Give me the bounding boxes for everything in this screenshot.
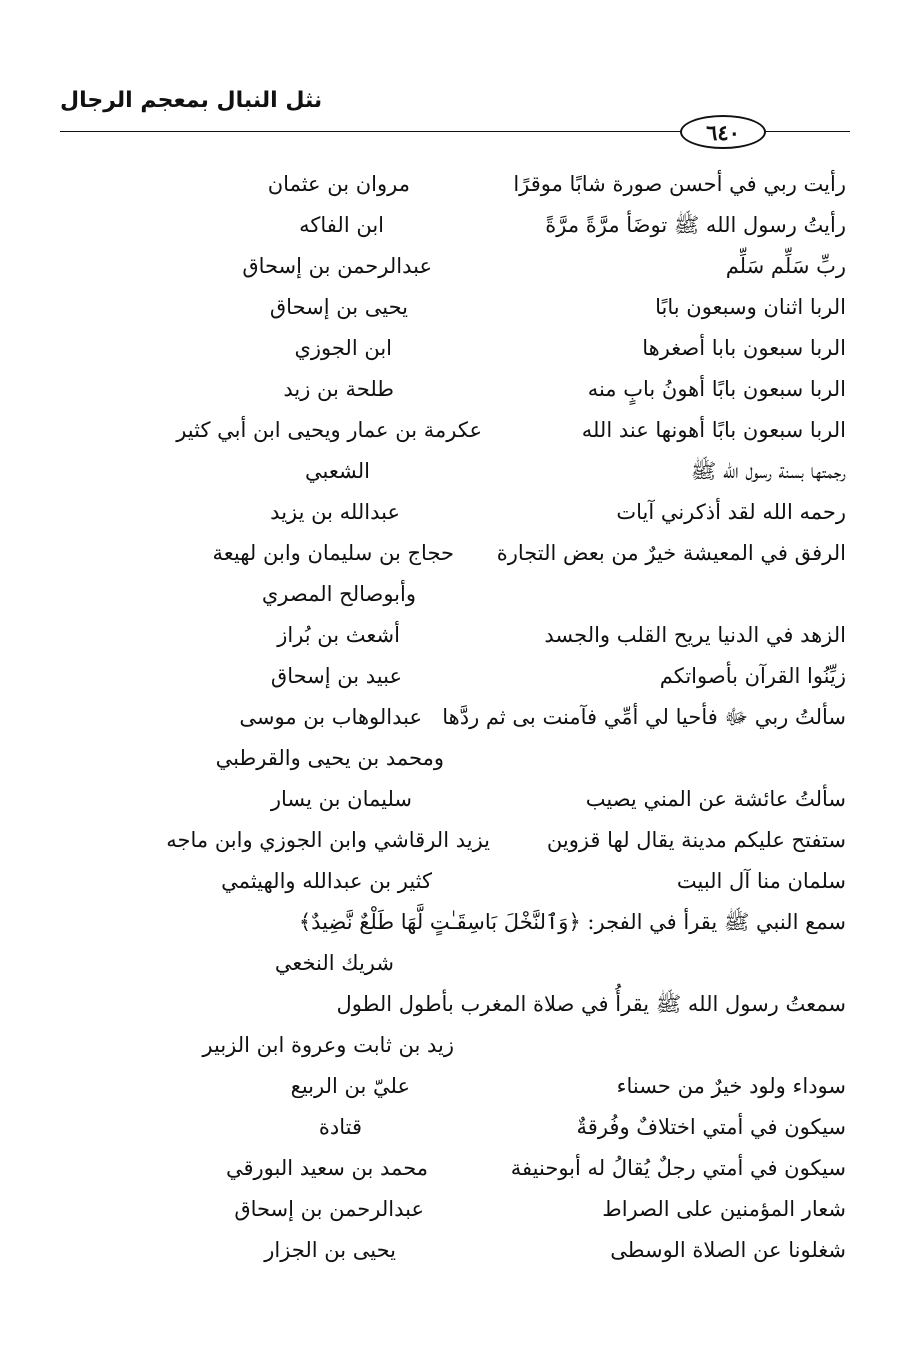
- entry-narrator: سليمان بن يسار: [270, 787, 412, 811]
- entry-narrator: أشعث بن بُراز: [277, 623, 400, 647]
- entry-text: الربا اثنان وسبعون بابًا: [655, 295, 846, 319]
- entry-narrator: الشعبي: [305, 459, 370, 483]
- entry-text: سوداء ولود خيرٌ من حسناء: [616, 1074, 846, 1098]
- entry-text: رحمه الله لقد أذكرني آيات: [616, 500, 846, 524]
- entry-text: الربا سبعون بابا أصغرها: [642, 336, 846, 360]
- entry-narrator: يزيد الرقاشي وابن الجوزي وابن ماجه: [166, 828, 490, 852]
- entry-text: زيِّنُوا القرآن بأصواتكم: [659, 664, 846, 688]
- entry-narrator: عبيد بن إسحاق: [270, 664, 402, 688]
- entry-text: سألتُ عائشة عن المني يصيب: [585, 787, 846, 811]
- entry-text: سألتُ ربي ﷻ فأحيا لي أمِّي فآمنت بى ثم ردَّها: [442, 705, 846, 729]
- entry-narrator: ومحمد بن يحيى والقرطبي: [215, 746, 444, 770]
- entry-narrator: عبدالرحمن بن إسحاق: [242, 254, 432, 278]
- entry-narrator: عبدالرحمن بن إسحاق: [234, 1197, 424, 1221]
- entry-narrator: وأبوصالح المصري: [261, 582, 416, 606]
- entry-narrator: حجاج بن سليمان وابن لهيعة: [212, 541, 454, 565]
- entry-text: سيكون في أمتي اختلافٌ وفُرقةٌ: [576, 1115, 846, 1139]
- entry-text: سلمان منا آل البيت: [676, 869, 846, 893]
- entry-text: رأيت ربي في أحسن صورة شابًا موقرًا: [513, 172, 846, 196]
- page-number: ٦٤٠: [680, 115, 766, 149]
- entry-narrator: زيد بن ثابت وعروة ابن الزبير: [202, 1033, 454, 1057]
- entry-narrator: ابن الجوزي: [294, 336, 392, 360]
- entry-narrator: طلحة بن زيد: [283, 377, 394, 401]
- entry-text: رأيتُ رسول الله ﷺ توضَأ مرَّةً مرَّةً: [545, 213, 846, 237]
- entry-text: شعار المؤمنين على الصراط: [602, 1197, 846, 1221]
- entry-narrator: عبدالوهاب بن موسى: [239, 705, 422, 729]
- entry-text: الرفق في المعيشة خيرٌ من بعض التجارة: [496, 541, 846, 565]
- entry-narrator: عليّ بن الربيع: [290, 1074, 410, 1098]
- entry-text: ربِّ سَلِّم سَلِّم: [725, 254, 846, 278]
- entry-text: ستفتح عليكم مدينة يقال لها قزوين: [546, 828, 846, 852]
- entry-narrator: كثير بن عبدالله والهيثمي: [221, 869, 432, 893]
- entry-text: رجمتها بسنة رسول الله ﷺ: [690, 459, 846, 483]
- entry-narrator: يحيى بن الجزار: [264, 1238, 396, 1262]
- entry-narrator: محمد بن سعيد البورقي: [225, 1156, 428, 1180]
- book-title: نثل النبال بمعجم الرجال: [60, 88, 323, 113]
- entry-narrator: ابن الفاكه: [299, 213, 384, 237]
- entry-text: شغلونا عن الصلاة الوسطى: [610, 1238, 846, 1262]
- entry-narrator: شريك النخعي: [274, 951, 394, 975]
- entry-text: سيكون في أمتي رجلٌ يُقالُ له أبوحنيفة: [510, 1156, 846, 1180]
- entry-narrator: عبدالله بن يزيد: [270, 500, 400, 524]
- entry-narrator: عكرمة بن عمار ويحيى ابن أبي كثير: [176, 418, 482, 442]
- entry-text: سمعتُ رسول الله ﷺ يقرأُ في صلاة المغرب بأطول الطول: [336, 992, 846, 1016]
- entry-text: الربا سبعون بابًا أهونُ بابٍ منه: [587, 377, 846, 401]
- entry-text: الربا سبعون بابًا أهونها عند الله: [581, 418, 846, 442]
- entry-narrator: يحيى بن إسحاق: [269, 295, 408, 319]
- entry-text: سمع النبي ﷺ يقرأ في الفجر: ﴿وَٱلنَّخْلَ بَاسِقَـٰتٍ لَّهَا طَلْعٌ نَّضِيدٌ﴾: [298, 910, 846, 934]
- entry-narrator: قتادة: [318, 1115, 362, 1139]
- entry-text: الزهد في الدنيا يريح القلب والجسد: [544, 623, 846, 647]
- entry-narrator: مروان بن عثمان: [267, 172, 410, 196]
